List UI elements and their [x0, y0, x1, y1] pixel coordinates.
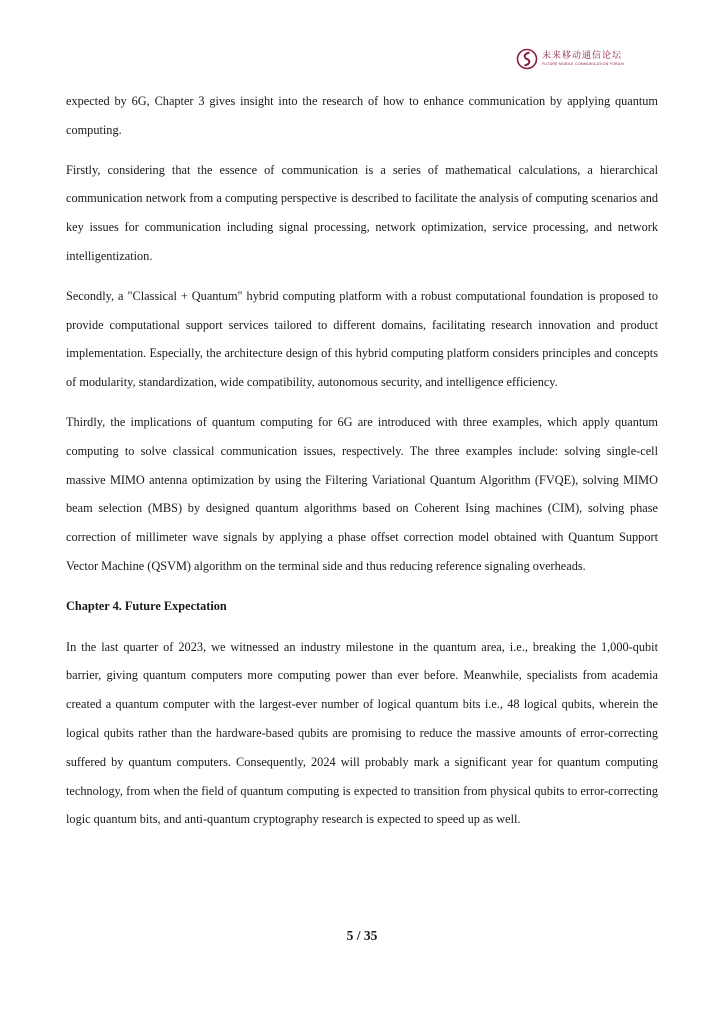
- paragraph-future-expectation: In the last quarter of 2023, we witnessed an industry milestone in the quantum area, i.e., breaking the 1,000-qubit barrier, giving quantum computers more computing power than ever before. Meanwhile, specialists from academia created a quantum computer with the largest-ever number of logical quantum bits i.e., 48 logical qubits, wherein the logical qubits rather than the hardware-based qubits are promising to reduce the massive amounts of error-correcting suffered by quantum computers. Consequently, 2024 will probably mark a significant year for quantum computing technology, from when the field of quantum computing is expected to transition from physical qubits to error-correcting logic quantum bits, and anti-quantum cryptography research is expected to speed up as well.: [66, 639, 658, 827]
- logo-chinese-text: 未来移动通信论坛: [542, 50, 623, 61]
- logo-english-text: FUTURE MOBILE COMMUNICATION FORUM: [542, 61, 624, 66]
- paragraph-chapter3-intro: expected by 6G, Chapter 3 gives insight into the research of how to enhance communication by applying quantum computing.: [66, 94, 658, 137]
- section-heading: Chapter 4. Future Expectation: [66, 598, 227, 613]
- page-body: [66, 87, 658, 845]
- forum-logo: [516, 48, 624, 70]
- paragraph-secondly: Secondly, a "Classical + Quantum" hybrid computing platform with a robust computational foundation is proposed to provide computational support services tailored to different domains, facilitating research innovation and product implementation. Especially, the architecture design of this hybrid computing platform considers principles and concepts of modularity, standardization, wide compatibility, autonomous security, and intelligence efficiency.: [66, 288, 658, 390]
- page-number: 5 / 35: [346, 928, 378, 943]
- forum-logo-icon: [516, 48, 538, 70]
- paragraph-thirdly: Thirdly, the implications of quantum computing for 6G are introduced with three examples, which apply quantum computing to solve classical communication issues, respectively. The three examples include: solving single-cell massive MIMO antenna optimization by using the Filtering Variational Quantum Algorithm (FVQE), solving MIMO beam selection (MBS) by designed quantum algorithms based on Coherent Ising machines (CIM), solving phase correction of millimeter wave signals by applying a phase offset correction model obtained with Quantum Support Vector Machine (QSVM) algorithm on the terminal side and thus reducing reference signaling overheads.: [66, 414, 658, 573]
- paragraph-firstly: Firstly, considering that the essence of communication is a series of mathematical calculations, a hierarchical communication network from a computing perspective is described to facilitate the analysis of computing scenarios and key issues for communication including signal processing, network optimization, service processing, and network intelligentization.: [66, 162, 658, 263]
